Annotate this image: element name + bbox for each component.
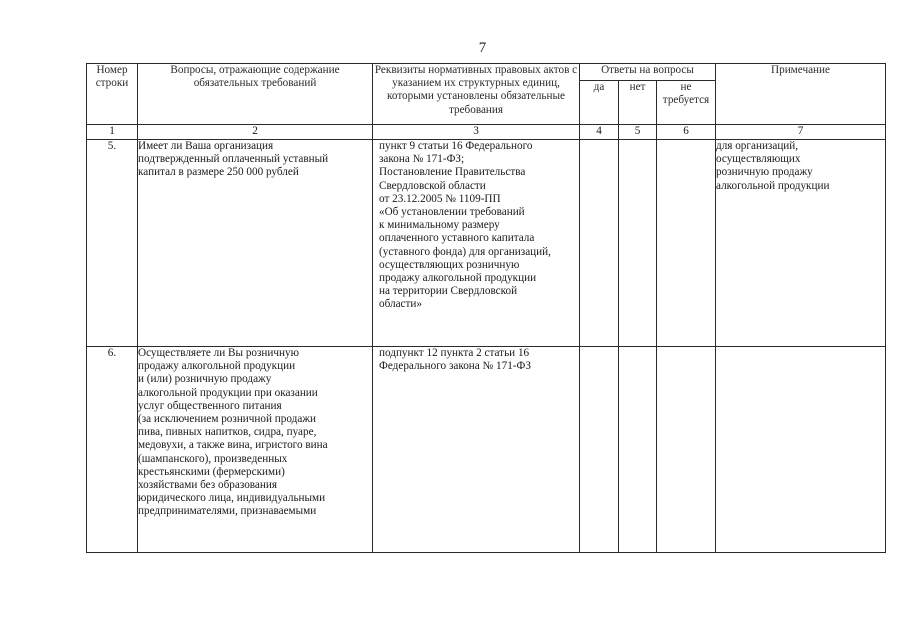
row-number: 5. (87, 140, 138, 347)
header-no: нет (619, 81, 657, 125)
header-requisites: Реквизиты нормативных правовых актов с указанием их структурных единиц, которыми установлены обязательные требования (373, 64, 580, 125)
column-number: 5 (619, 125, 657, 140)
answer-not-required-cell (657, 140, 716, 347)
column-number: 1 (87, 125, 138, 140)
answer-not-required-cell (657, 347, 716, 553)
header-row-number: Номер строки (87, 64, 138, 125)
column-number: 3 (373, 125, 580, 140)
row-number: 6. (87, 347, 138, 553)
answer-yes-cell (580, 347, 619, 553)
answer-no-cell (619, 347, 657, 553)
question-text: Осуществляете ли Вы розничную продажу алкогольной продукции и (или) розничную продажу алкогольной продукции при оказании услуг общественного питания (за исключением розничной продажи пива, пивных напитков, сидра, пуаре, медовухи, а также вина, игристого вина (шампанского), произведенных крестьянскими (фермерскими) хозяйствами без образования юридического лица, индивидуальными предпринимателями, признаваемыми (138, 347, 373, 553)
requisites-text: подпункт 12 пункта 2 статьи 16 Федерального закона № 171-ФЗ (373, 347, 580, 553)
header-questions: Вопросы, отражающие содержание обязательных требований (138, 64, 373, 125)
column-number: 6 (657, 125, 716, 140)
note-text (716, 347, 886, 553)
table-row (87, 347, 886, 553)
header-answers: Ответы на вопросы (580, 64, 716, 81)
column-number-row (87, 125, 886, 140)
header-note: Примечание (716, 64, 886, 125)
answer-yes-cell (580, 140, 619, 347)
page-number: 7 (478, 40, 487, 56)
note-text: для организаций, осуществляющих розничную продажу алкогольной продукции (716, 140, 886, 347)
column-number: 7 (716, 125, 886, 140)
header-yes: да (580, 81, 619, 125)
column-number: 4 (580, 125, 619, 140)
question-text: Имеет ли Ваша организация подтвержденный оплаченный уставный капитал в размере 250 000 рублей (138, 140, 373, 347)
answer-no-cell (619, 140, 657, 347)
header-row (87, 64, 886, 81)
column-number: 2 (138, 125, 373, 140)
header-not-required: не требуется (657, 81, 716, 125)
table-row (87, 140, 886, 347)
requirements-table (86, 63, 886, 553)
requisites-text: пункт 9 статьи 16 Федерального закона № 171-ФЗ; Постановление Правительства Свердловской области от 23.12.2005 № 1109-ПП «Об установлении требований к минимальному размеру оплаченного уставного капитала (уставного фонда) для организаций, осуществляющих розничную продажу алкогольной продукции на территории Свердловской области» (373, 140, 580, 347)
